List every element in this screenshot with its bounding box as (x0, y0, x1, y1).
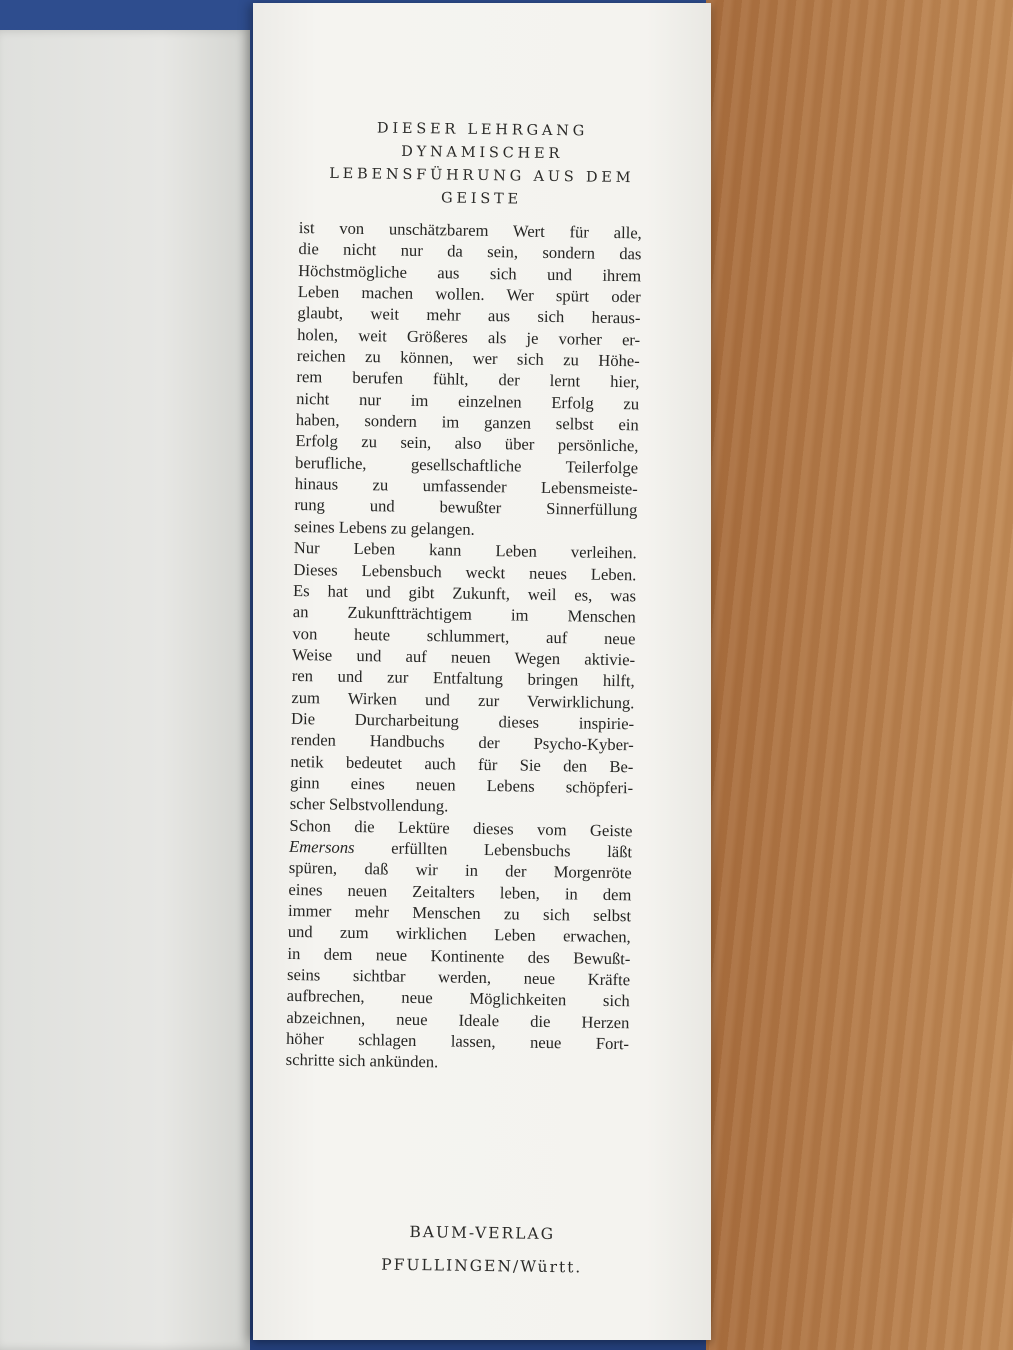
body-line: in dem neue Kontinente des Bewußt- (287, 943, 631, 968)
flap-headline (252, 116, 711, 214)
body-line: an Zukunftträchtigem im Menschen (292, 602, 636, 627)
body-line: schritte sich ankünden. (285, 1050, 439, 1072)
body-line: Erfolg zu sein, also über persönliche, (295, 431, 639, 456)
headline-line: LEBENSFÜHRUNG AUS DEM (329, 165, 635, 187)
body-line: ren und zur Entfaltung bringen hilft, (291, 666, 635, 691)
body-line: Weise und auf neuen Wegen aktivie- (291, 644, 636, 670)
body-line: Die Durcharbeitung dieses inspirie- (290, 708, 635, 734)
body-line: und zum wirklichen Leben erwachen, (287, 922, 631, 947)
body-line: Höchstmögliche aus sich und ihrem (298, 260, 642, 286)
body-line: holen, weit Größeres als je vorher er- (297, 324, 641, 350)
body-line: spüren, daß wir in der Morgenröte (288, 858, 632, 883)
body-line: haben, sondern im ganzen selbst ein (295, 410, 639, 435)
body-line: von heute schlummert, auf neue (292, 623, 636, 648)
body-line: rung und bewußter Sinnerfüllung (294, 495, 638, 520)
body-line: scher Selbstvollendung. (289, 794, 449, 816)
body-line: Es hat und gibt Zukunft, weil es, was (292, 580, 637, 606)
body-line: berufliche, gesellschaftliche Teilerfolge (294, 452, 639, 478)
flap-body-text (286, 217, 642, 1076)
body-line-rest: erfüllten Lebensbuchs läßt (391, 838, 633, 862)
body-line: immer mehr Menschen zu sich selbst (287, 900, 632, 926)
body-line: glaubt, weit mehr aus sich heraus- (297, 303, 641, 328)
dust-jacket-flap (253, 3, 711, 1340)
body-line: nicht nur im einzelnen Erfolg zu (296, 388, 640, 414)
body-line: seines Lebens zu gelangen. (293, 516, 475, 539)
emphasis-word: Emersons (288, 836, 355, 857)
body-line: Dieses Lebensbuch weckt neues Leben. (293, 559, 637, 584)
body-line: zum Wirken und zur Verwirklichung. (291, 687, 635, 712)
body-line: seins sichtbar werden, neue Kräfte (286, 964, 631, 990)
publisher-location: PFULLINGEN/Württ. (381, 1255, 583, 1277)
body-line: abzeichnen, neue Ideale die Herzen (286, 1007, 630, 1033)
body-line: Schon die Lektüre dieses vom Geiste (289, 815, 633, 840)
headline-line: GEISTE (440, 190, 523, 208)
body-line: ist von unschätzbarem Wert für alle, (298, 217, 642, 243)
body-line: reichen zu können, wer sich zu Höhe- (296, 346, 640, 371)
body-line: Leben machen wollen. Wer spürt oder (297, 282, 641, 307)
body-line: Nur Leben kann Leben verleihen. (293, 538, 637, 563)
publisher-name: BAUM-VERLAG (409, 1222, 556, 1244)
headline-line: DYNAMISCHER (401, 143, 564, 163)
publisher-imprint (253, 1214, 712, 1286)
headline-line: DIESER LEHRGANG (376, 120, 589, 140)
body-line: die nicht nur da sein, sondern das (298, 239, 642, 264)
body-line: hinaus zu umfassender Lebensmeiste- (294, 474, 638, 499)
body-line: renden Handbuchs der Psycho-Kyber- (290, 730, 634, 755)
body-line: netik bedeutet auch für Sie den Be- (290, 751, 634, 776)
body-line: eines neuen Zeitalters leben, in dem (288, 879, 632, 904)
body-line: aufbrechen, neue Möglichkeiten sich (286, 986, 630, 1011)
endpaper (0, 30, 250, 1350)
body-line: rem berufen fühlt, der lernt hier, (296, 367, 640, 392)
body-line: höher schlagen lassen, neue Fort- (285, 1028, 630, 1054)
body-line: ginn eines neuen Lebens schöpferi- (289, 772, 634, 798)
